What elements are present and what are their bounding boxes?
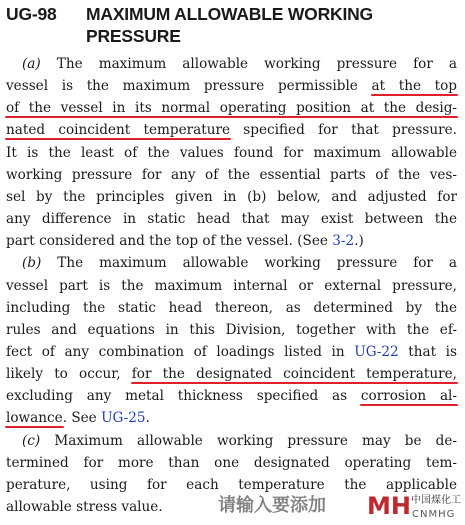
underlined-phrase: at the top xyxy=(371,78,458,95)
underlined-phrase: corrosion al- xyxy=(360,388,457,405)
text-line xyxy=(6,164,457,186)
text-run: . See xyxy=(62,410,102,427)
underlined-phrase: nated coincident temperature xyxy=(6,122,230,139)
text-line xyxy=(6,119,457,141)
text-run: excluding any metal thickness specified as xyxy=(6,388,361,405)
text-run: vessel part is the maximum internal or external pressure, xyxy=(6,277,457,294)
text-run: The maximum allowable working pressure for a xyxy=(41,255,457,272)
text-run: working pressure for any of the essential parts of the ves- xyxy=(6,166,457,183)
cross-reference-link[interactable]: UG-25 xyxy=(101,410,146,427)
cross-reference-link[interactable]: UG-22 xyxy=(354,343,399,360)
text-line xyxy=(6,75,457,97)
text-run: vessel is the maximum pressure permissible xyxy=(6,78,372,95)
cross-reference-link[interactable]: 3-2 xyxy=(332,233,355,250)
paragraph-label: (b) xyxy=(22,255,42,272)
section-title: MAXIMUM ALLOWABLE WORKING PRESSURE xyxy=(86,4,373,46)
text-run: any difference in static head that may exist between the xyxy=(6,211,457,228)
logo-mark: MH xyxy=(367,492,411,520)
section-number: UG-98 xyxy=(6,4,57,24)
paragraph-label: (a) xyxy=(22,56,41,72)
text-line xyxy=(6,385,457,407)
text-line xyxy=(6,297,457,319)
text-line xyxy=(6,230,457,252)
text-run: sel by the principles given in (b) below, and adjusted for xyxy=(6,188,457,205)
underlined-phrase: for the designated coincident temperature, xyxy=(131,366,457,383)
text-line xyxy=(6,208,457,230)
paragraph-label: (c) xyxy=(22,432,41,449)
text-line xyxy=(6,407,457,429)
text-line xyxy=(22,53,457,75)
text-run: that is xyxy=(398,343,457,360)
text-run: .) xyxy=(354,233,364,250)
text-run: fect of any combination of loadings listed in xyxy=(6,343,355,360)
logo-text-en: CNMHG xyxy=(412,509,456,520)
text-run: Maximum allowable working pressure may be de- xyxy=(40,432,457,449)
text-line xyxy=(6,142,457,164)
text-run: The maximum allowable working pressure for a xyxy=(40,56,457,72)
text-line xyxy=(6,341,457,363)
underlined-phrase: lowance xyxy=(6,410,63,427)
text-run: . xyxy=(145,410,150,427)
text-line xyxy=(6,186,457,208)
text-line xyxy=(6,452,457,474)
watermark xyxy=(218,487,465,525)
text-line xyxy=(6,275,457,297)
text-line xyxy=(22,252,457,274)
text-run: allowable stress value. xyxy=(6,499,163,515)
text-line xyxy=(6,363,457,385)
logo-text-cn: 中国煤化工 xyxy=(411,495,461,506)
text-line xyxy=(6,97,457,119)
text-run: perature, using for each temperature the applicable xyxy=(6,476,457,493)
publisher-logo xyxy=(365,489,465,523)
text-run: termined for more than one designated operating tem- xyxy=(6,454,457,471)
text-run: It is the least of the values found for maximum allowable xyxy=(6,144,457,161)
watermark-text: 请输入要添加 xyxy=(218,495,326,516)
text-run: including the static head thereon, as determined by the xyxy=(6,299,457,316)
text-run: part considered and the top of the vessel. (See xyxy=(6,233,333,250)
underlined-phrase: of the vessel in its normal operating position at the desig- xyxy=(6,100,457,117)
text-line xyxy=(6,319,457,341)
text-run: specified for that pressure. xyxy=(230,122,457,139)
text-line xyxy=(22,430,457,452)
text-run: rules and equations in this Division, together with the ef- xyxy=(6,321,457,338)
text-run: likely to occur, xyxy=(6,366,132,383)
